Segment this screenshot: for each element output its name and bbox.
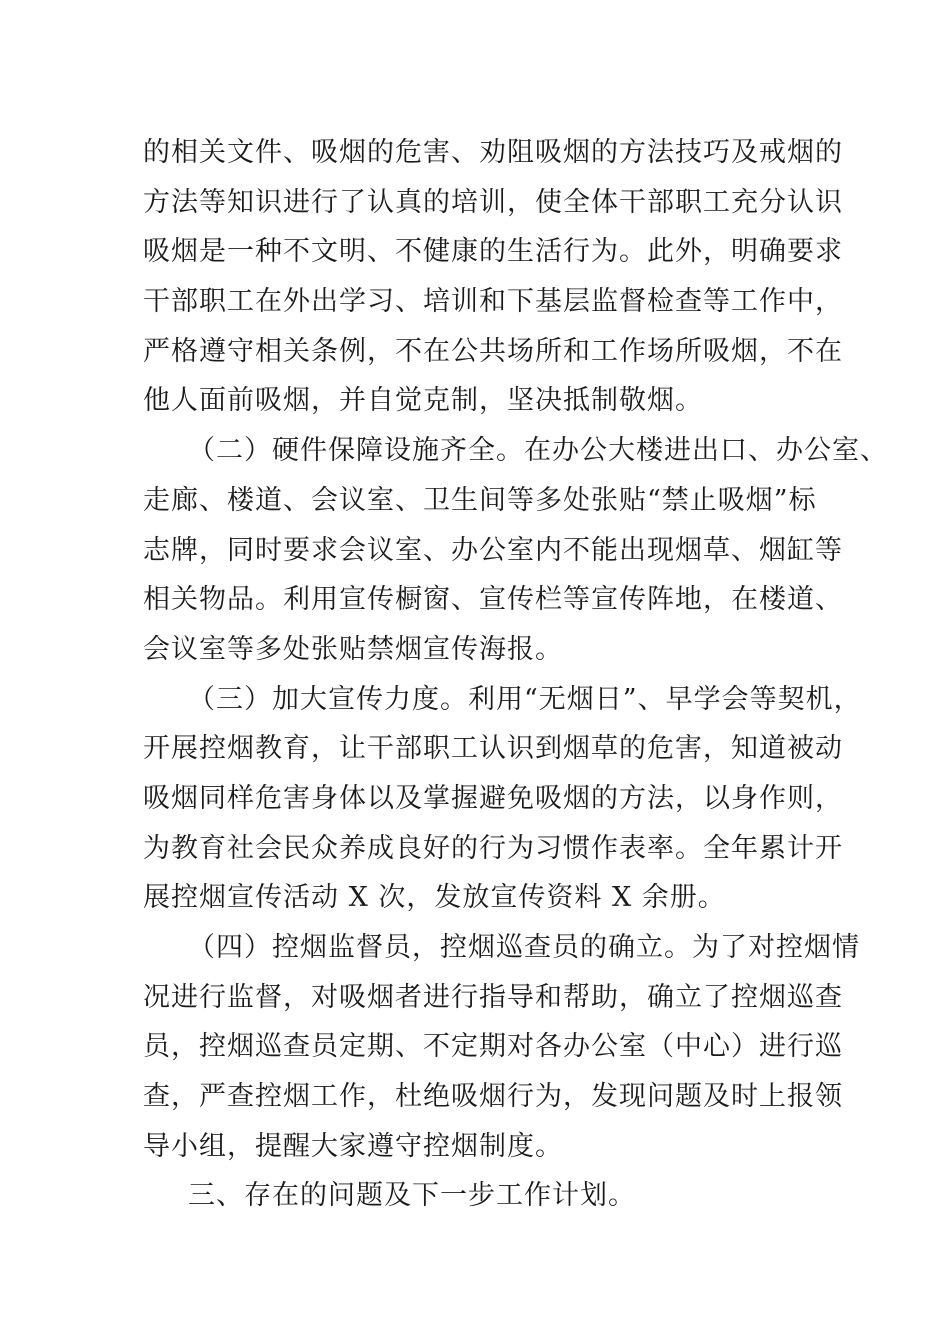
text-line: 员，控烟巡查员定期、不定期对各办公室（中心）进行巡 [143,1031,843,1063]
text-line: 干部职工在外出学习、培训和下基层监督检查等工作中， [143,286,843,318]
text-line: 方法等知识进行了认真的培训，使全体干部职工充分认识 [143,186,843,218]
document-body [143,128,888,1221]
text-line: 况进行监督，对吸烟者进行指导和帮助，确立了控烟巡查 [143,981,843,1013]
text-line: 吸烟是一种不文明、不健康的生活行为。此外，明确要求 [143,236,843,268]
paragraph-heading-4: （四）控烟监督员，控烟巡查员的确立。为了对控烟情 [188,932,860,963]
text-line: 展控烟宣传活动 X 次，发放宣传资料 X 余册。 [143,882,726,914]
text-line: 走廊、楼道、会议室、卫生间等多处张贴“禁止吸烟”标 [143,484,817,516]
text-line: 志牌，同时要求会议室、办公室内不能出现烟草、烟缸等 [143,534,843,566]
text-line: 导小组，提醒大家遵守控烟制度。 [143,1130,563,1162]
text-line: 的相关文件、吸烟的危害、劝阻吸烟的方法技巧及戒烟的 [143,137,843,168]
paragraph-heading-3: （三）加大宣传力度。利用“无烟日”、早学会等契机， [188,683,862,715]
text-line: 严格遵守相关条例，不在公共场所和工作场所吸烟，不在 [143,335,843,367]
paragraph-heading-2: （二）硬件保障设施齐全。在办公大楼进出口、办公室、 [188,435,888,467]
text-line: 开展控烟教育，让干部职工认识到烟草的危害，知道被动 [143,733,843,765]
text-line: 相关物品。利用宣传橱窗、宣传栏等宣传阵地，在楼道、 [143,584,843,616]
text-line: 为教育社会民众养成良好的行为习惯作表率。全年累计开 [143,832,843,864]
text-line: 他人面前吸烟，并自觉克制，坚决抵制敬烟。 [143,385,703,417]
section-heading-3: 三、存在的问题及下一步工作计划。 [188,1180,636,1212]
text-line: 会议室等多处张贴禁烟宣传海报。 [143,633,563,665]
text-line: 查，严查控烟工作，杜绝吸烟行为，发现问题及时上报领 [143,1081,843,1113]
text-line: 吸烟同样危害身体以及掌握避免吸烟的方法，以身作则， [143,782,843,814]
